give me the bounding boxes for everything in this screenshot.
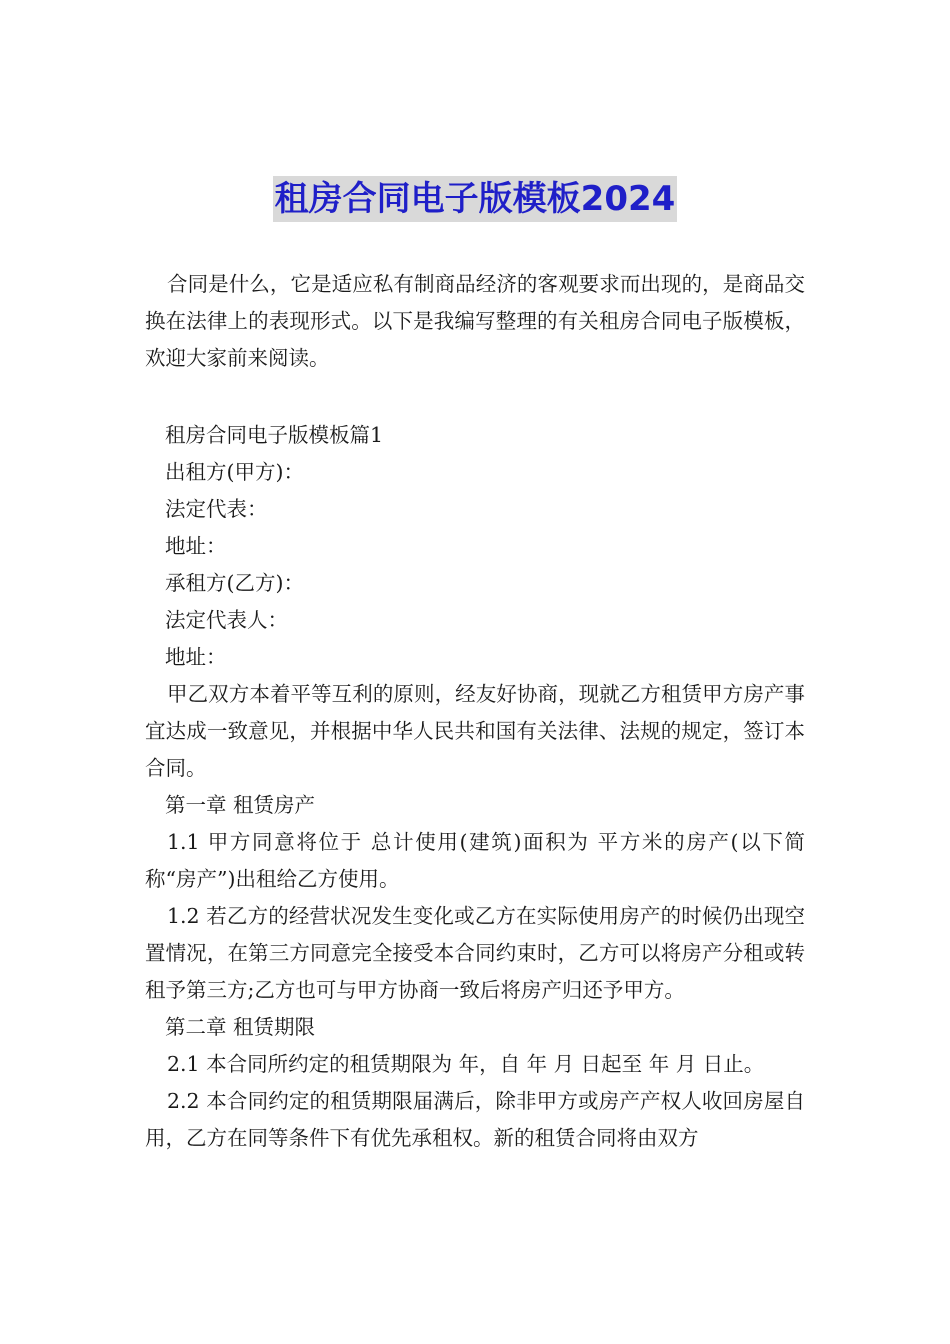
chapter-2-heading: 第二章 租赁期限 <box>165 1015 316 1039</box>
title-container <box>0 176 950 222</box>
lessor-line: 出租方(甲方)： <box>165 460 304 484</box>
lessor-representative-line: 法定代表： <box>165 497 268 521</box>
lessee-line: 承租方(乙方)： <box>165 571 304 595</box>
lessor-address-line: 地址： <box>165 534 227 558</box>
clause-2-2: 2.2 本合同约定的租赁期限届满后，除非甲方或房产产权人收回房屋自用，乙方在同等条件下有优先承租权。新的租赁合同将由双方 <box>145 1089 805 1150</box>
lessee-address-line: 地址： <box>165 645 227 669</box>
paragraph-gap <box>145 377 805 417</box>
lessee-representative-line: 法定代表人： <box>165 608 288 632</box>
clause-2-1: 2.1 本合同所约定的租赁期限为 年，自 年 月 日起至 年 月 日止。 <box>167 1052 765 1076</box>
clause-1-2: 1.2 若乙方的经营状况发生变化或乙方在实际使用房产的时候仍出现空置情况，在第三方同意完全接受本合同约束时，乙方可以将房产分租或转租予第三方;乙方也可与甲方协商一致后将房产归还予甲方。 <box>145 904 805 1002</box>
intro-paragraph: 合同是什么，它是适应私有制商品经济的客观要求而出现的，是商品交换在法律上的表现形式。以下是我编写整理的有关租房合同电子版模板，欢迎大家前来阅读。 <box>145 272 805 370</box>
document-title: 租房合同电子版模板2024 <box>273 176 678 222</box>
preamble-paragraph: 甲乙双方本着平等互利的原则，经友好协商，现就乙方租赁甲方房产事宜达成一致意见，并根据中华人民共和国有关法律、法规的规定，签订本合同。 <box>145 682 805 780</box>
clause-1-1: 1.1 甲方同意将位于 总计使用(建筑)面积为 平方米的房产(以下简称“房产”)出租给乙方使用。 <box>145 830 805 891</box>
document-body <box>145 266 805 1157</box>
section-heading: 租房合同电子版模板篇1 <box>165 423 384 447</box>
chapter-1-heading: 第一章 租赁房产 <box>165 793 316 817</box>
